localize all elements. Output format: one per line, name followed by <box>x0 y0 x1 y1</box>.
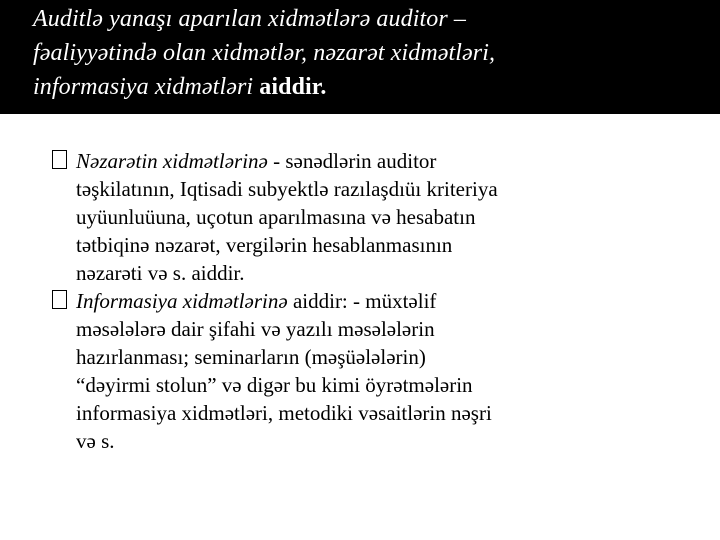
bullet-2-lead: Informasiya xidmətlərinə <box>76 289 288 313</box>
bullet-item-information-services <box>52 287 692 455</box>
title-line-1: Auditlə yanaşı aparılan xidmətlərə auditor – <box>33 6 467 32</box>
bullet-2-line-6: və s. <box>76 429 115 453</box>
bullet-2-line-4: “dəyirmi stolun” və digər bu kimi öyrətmələrin <box>76 373 473 397</box>
bullet-2-line-1-text: aiddir: - müxtəlif <box>287 289 437 313</box>
slide-title <box>33 2 713 104</box>
title-line-3-bold: aiddir. <box>259 74 327 100</box>
bullet-2-line-3: hazırlanması; seminarların (məşüələlərin) <box>76 345 426 369</box>
bullet-1-line-5: nəzarəti və s. aiddir. <box>76 261 245 285</box>
bullet-1-line-3: uyüunluüuna, uçotun aparılmasına və hesabatın <box>76 205 476 229</box>
title-line-3-italic: informasiya xidmətləri <box>33 74 260 100</box>
title-line-2: fəaliyyətində olan xidmətlər, nəzarət xidmətləri, <box>33 40 496 66</box>
bullet-1-lead: Nəzarətin xidmətlərinə <box>76 149 268 173</box>
slide-body <box>52 147 692 455</box>
bullet-2-line-5: informasiya xidmətləri, metodiki vəsaitlərin nəşri <box>76 401 492 425</box>
bullet-box-icon <box>52 290 67 309</box>
bullet-1-line-1-text: - sənədlərin auditor <box>267 149 437 173</box>
title-line-3 <box>33 70 713 104</box>
bullet-2-line-2: məsələlərə dair şifahi və yazılı məsələlərin <box>76 317 435 341</box>
bullet-1-line-2: təşkilatının, Iqtisadi subyektlə razılaşdıüı kriteriya <box>76 177 498 201</box>
bullet-1-line-4: tətbiqinə nəzarət, vergilərin hesablanmasının <box>76 233 453 257</box>
bullet-item-control-services <box>52 147 692 287</box>
bullet-box-icon <box>52 150 67 169</box>
bullet-2-line-1 <box>76 287 692 315</box>
bullet-1-line-1 <box>76 147 692 175</box>
title-bar <box>0 0 720 114</box>
